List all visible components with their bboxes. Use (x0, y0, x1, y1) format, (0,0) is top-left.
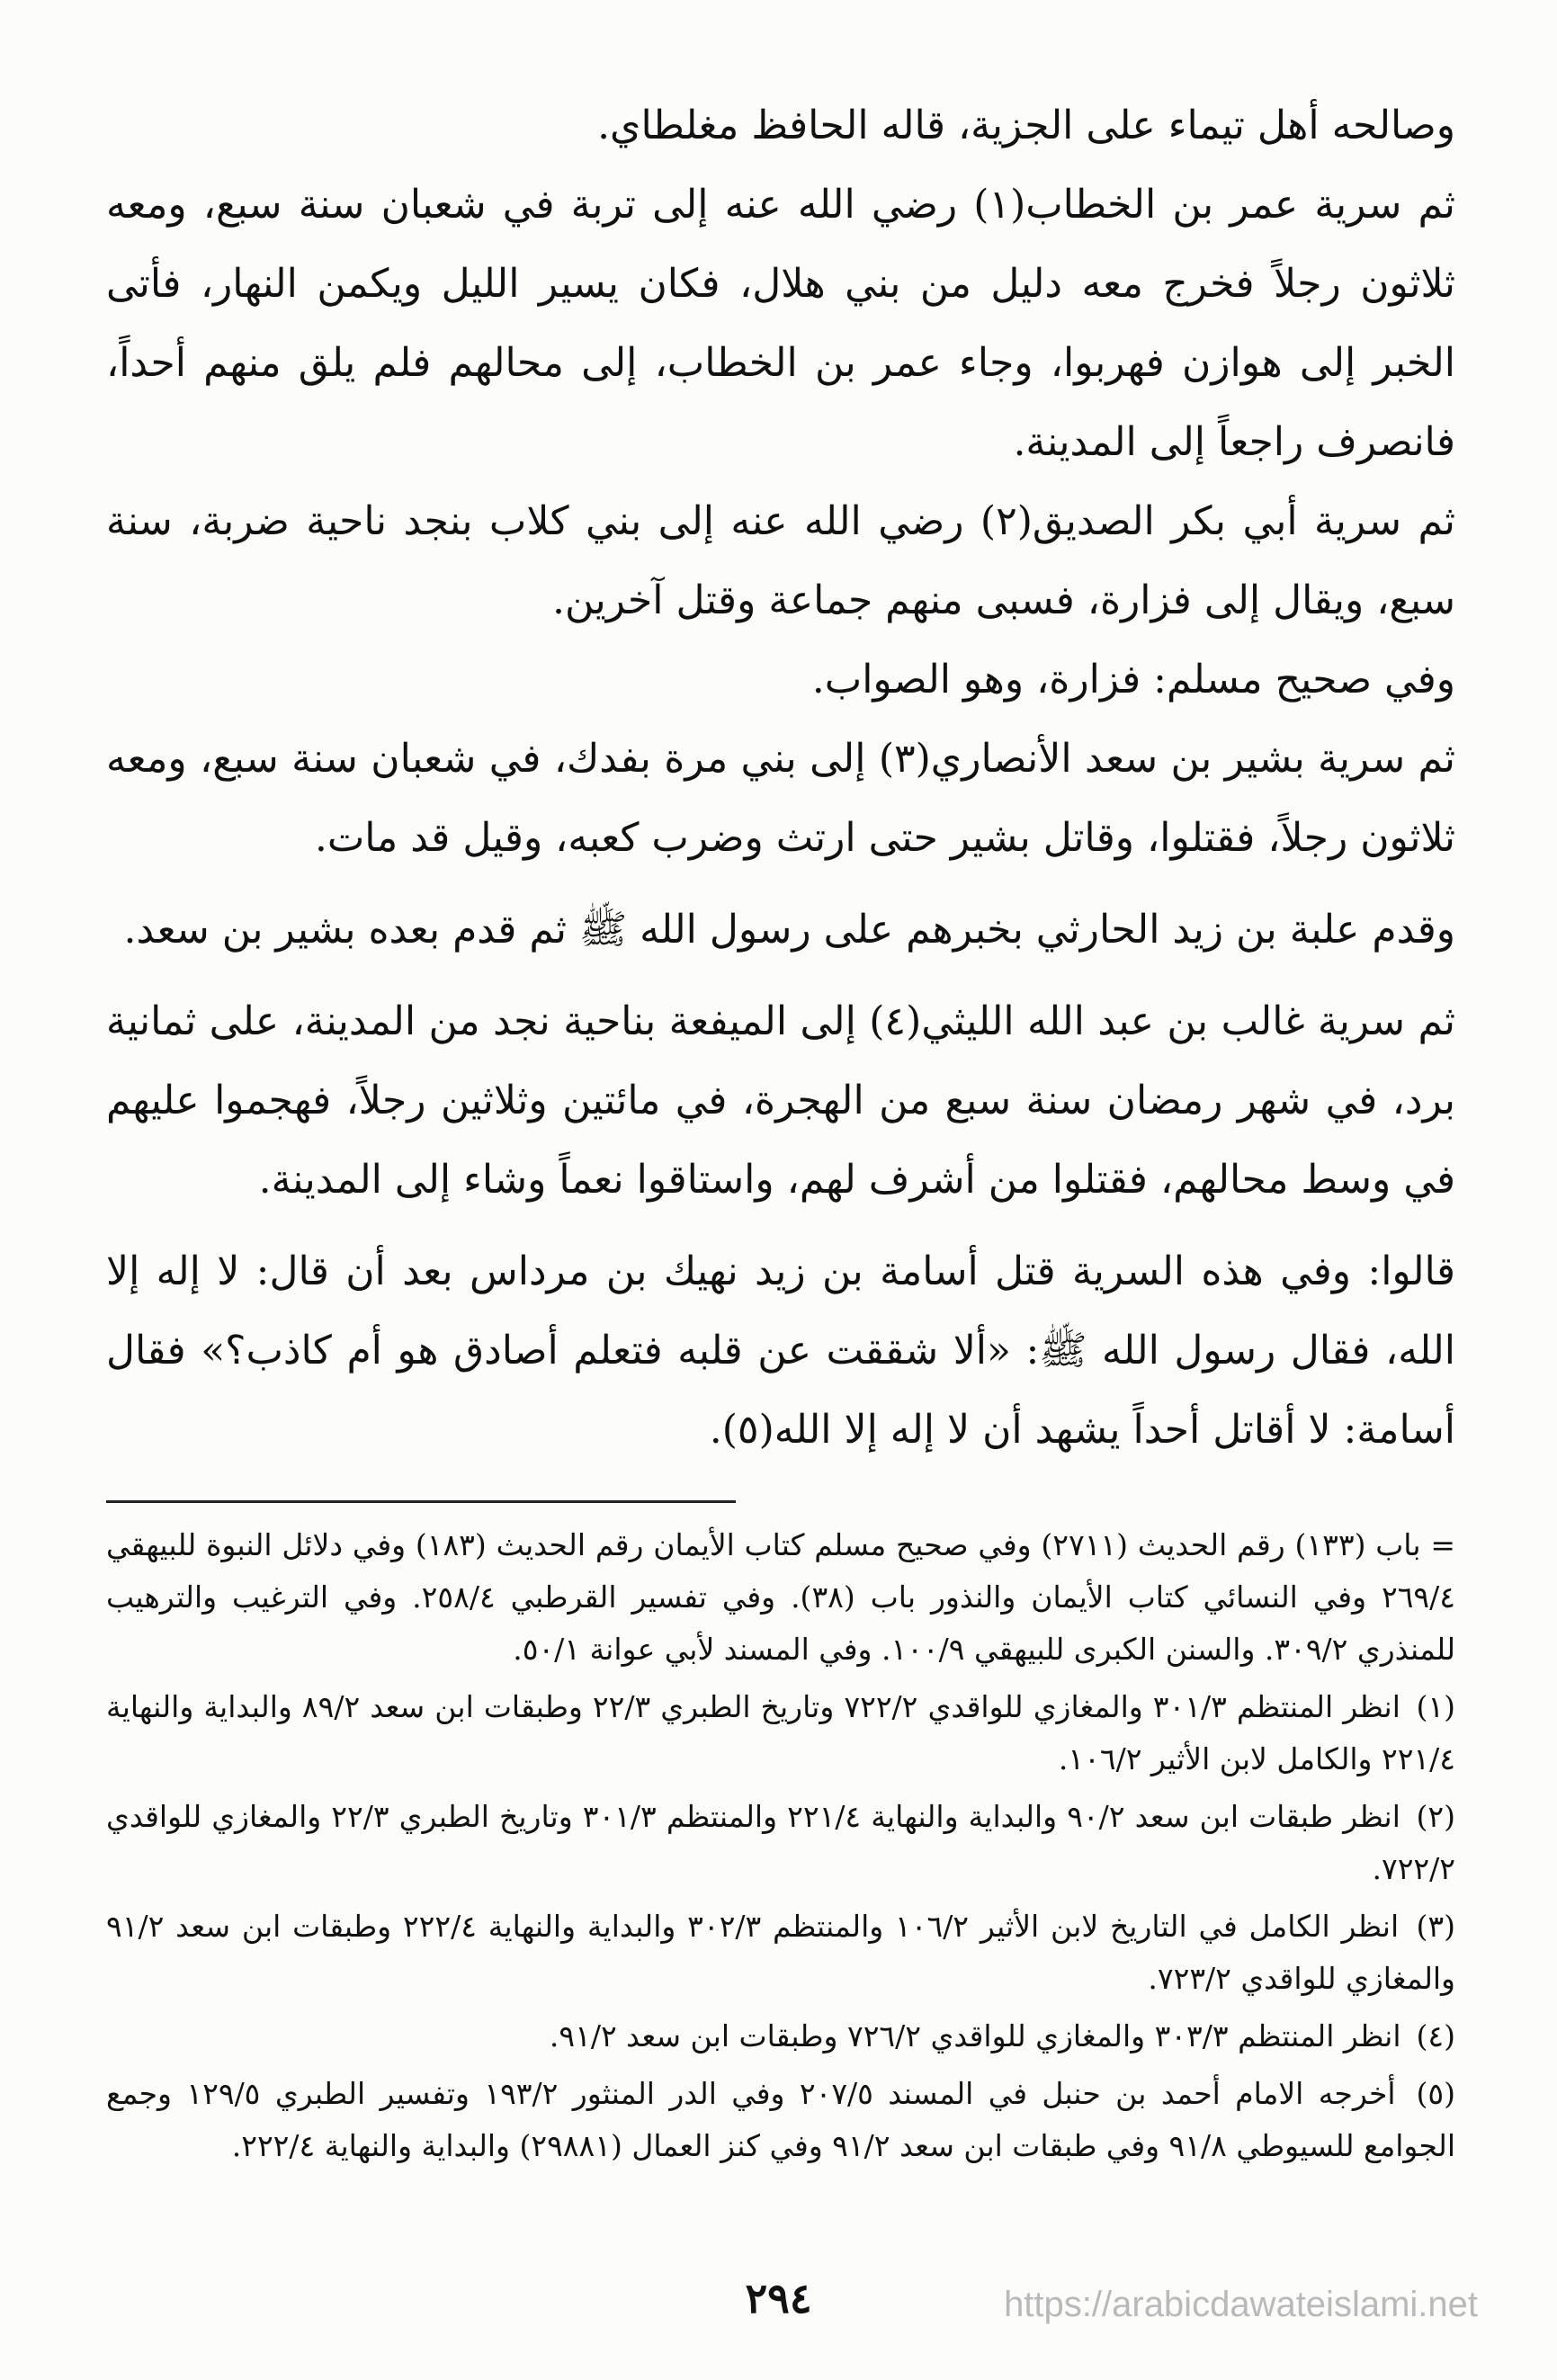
footnote-text: انظر المنتظم ٣٠١/٣ والمغازي للواقدي ٧٢٢/٢ وتاريخ الطبري ٢٢/٣ وطبقات ابن سعد ٨٩/٢ والبداية والنهاية ٢٢١/٤ والكامل لابن الأثير ١٠٦/٢. (106, 1689, 1455, 1776)
footnote-number: (٥) (1416, 2076, 1456, 2111)
footnote-continuation: = باب (١٣٣) رقم الحديث (٢٧١١) وفي صحيح مسلم كتاب الأيمان رقم الحديث (١٨٣) وفي دلائل النبوة للبيهقي ٢٦٩/٤ وفي النسائي كتاب الأيمان والنذور باب (٣٨). وفي تفسير القرطبي ٢٥٨/٤. وفي الترغيب والترهيب للمنذري ٣٠٩/٢. والسنن الكبرى للبيهقي ١٠٠/٩. وفي المسند لأبي عوانة ٥٠/١. (106, 1527, 1455, 1667)
footnote (106, 1681, 1455, 1785)
footnote-text: أخرجه الامام أحمد بن حنبل في المسند ٢٠٧/٥ وفي الدر المنثور ١٩٣/٢ وتفسير الطبري ١٢٩/٥ وجمع الجوامع للسيوطي ٩١/٨ وفي طبقات ابن سعد ٩١/٢ وفي كنز العمال (٢٩٨٨١) والبداية والنهاية ٢٢٢/٤. (106, 2076, 1455, 2163)
footnote-divider (106, 1500, 736, 1503)
footnote-number: (٣) (1416, 1909, 1455, 1944)
body-paragraph: وقدم علبة بن زيد الحارثي بخبرهم على رسول الله ﷺ ثم قدم بعده بشير بن سعد. (123, 907, 1455, 953)
footnote (106, 1901, 1455, 2005)
body-paragraph: وصالحه أهل تيماء على الجزية، قاله الحافظ مغلطاي. (597, 103, 1455, 148)
watermark-url: https://arabicdawateislami.net (1004, 2285, 1478, 2324)
page-content (106, 86, 1455, 2178)
body-paragraph: قالوا: وفي هذه السرية قتل أسامة بن زيد نهيك بن مرداس بعد أن قال: لا إله إلا الله، فقال رسول الله ﷺ: «ألا شققت عن قلبه فتعلم أصادق هو أم كاذب؟» فقال أسامة: لا أقاتل أحداً يشهد أن لا إله إلا الله(٥). (106, 1248, 1455, 1453)
footnotes (106, 1519, 1455, 2172)
footnote (106, 2068, 1455, 2172)
footnote-number: (٢) (1416, 1799, 1455, 1834)
footnote-number: (١) (1416, 1689, 1455, 1724)
body-paragraph: ثم سرية أبي بكر الصديق(٢) رضي الله عنه إلى بني كلاب بنجد ناحية ضربة، سنة سبع، ويقال إلى فزارة، فسبى منهم جماعة وقتل آخرين. (106, 498, 1456, 623)
body-paragraph: ثم سرية عمر بن الخطاب(١) رضي الله عنه إلى تربة في شعبان سنة سبع، ومعه ثلاثون رجلاً فخرج معه دليل من بني هلال، فكان يسير الليل ويكمن النهار، فأتى الخبر إلى هوازن فهربوا، وجاء عمر بن الخطاب، إلى محالهم فلم يلق منهم أحداً، فانصرف راجعاً إلى المدينة. (106, 182, 1456, 465)
footnote-text: انظر طبقات ابن سعد ٩٠/٢ والبداية والنهاية ٢٢١/٤ والمنتظم ٣٠١/٣ وتاريخ الطبري ٢٢/٣ والمغازي للواقدي ٧٢٢/٢. (106, 1799, 1455, 1886)
body-paragraph: وفي صحيح مسلم: فزارة، وهو الصواب. (811, 657, 1455, 702)
footnote-text: انظر الكامل في التاريخ لابن الأثير ١٠٦/٢ والمنتظم ٣٠٢/٣ والبداية والنهاية ٢٢٢/٤ وطبقات ابن سعد ٩١/٢ والمغازي للواقدي ٧٢٣/٢. (106, 1909, 1455, 1996)
body-paragraph: ثم سرية غالب بن عبد الله الليثي(٤) إلى الميفعة بناحية نجد من المدينة، على ثمانية برد، في شهر رمضان سنة سبع من الهجرة، في مائتين وثلاثين رجلاً، فهجموا عليهم في وسط محالهم، فقتلوا من أشرف لهم، واستاقوا نعماً وشاء إلى المدينة. (106, 998, 1456, 1203)
footnote (106, 2010, 1455, 2062)
footnote (106, 1791, 1455, 1895)
page-number: ٢٩٤ (745, 2274, 812, 2322)
body-paragraph: ثم سرية بشير بن سعد الأنصاري(٣) إلى بني مرة بفدك، في شعبان سنة سبع، ومعه ثلاثون رجلاً، فقتلوا، وقاتل بشير حتى ارتث وضرب كعبه، وقيل قد مات. (106, 736, 1455, 861)
footnote-number: (٤) (1416, 2018, 1455, 2053)
footnote-text: انظر المنتظم ٣٠٣/٣ والمغازي للواقدي ٧٢٦/٢ وطبقات ابن سعد ٩١/٢. (549, 2018, 1401, 2053)
